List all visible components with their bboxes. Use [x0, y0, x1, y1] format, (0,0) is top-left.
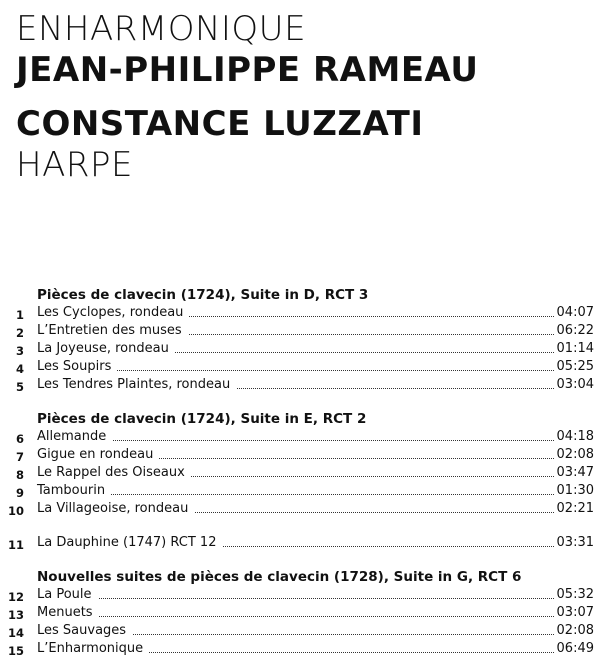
track-title: Gigue en rondeau — [37, 446, 159, 464]
track-row — [0, 482, 600, 500]
composer-name: JEAN-PHILIPPE RAMEAU — [16, 50, 479, 90]
track-number: 7 — [15, 450, 24, 464]
track-number: 13 — [7, 608, 24, 622]
track-title: La Villageoise, rondeau — [37, 500, 194, 518]
track-duration: 03:04 — [554, 376, 594, 394]
track-duration: 01:14 — [554, 340, 594, 358]
track-row — [0, 304, 600, 322]
track-title: Le Rappel des Oiseaux — [37, 464, 191, 482]
track-number: 12 — [7, 590, 24, 604]
track-number: 15 — [7, 644, 24, 658]
track-title: Les Cyclopes, rondeau — [37, 304, 189, 322]
track-row — [0, 428, 600, 446]
track-row — [0, 622, 600, 640]
tracklist — [0, 286, 600, 658]
track-title: Les Sauvages — [37, 622, 132, 640]
track-row — [0, 322, 600, 340]
track-duration: 05:25 — [554, 358, 594, 376]
track-title: La Joyeuse, rondeau — [37, 340, 175, 358]
track-number: 6 — [15, 432, 24, 446]
dot-leader — [37, 494, 554, 495]
track-duration: 05:32 — [554, 586, 594, 604]
track-number: 14 — [7, 626, 24, 640]
track-number: 1 — [15, 308, 24, 322]
dot-leader — [37, 440, 554, 441]
track-title: Allemande — [37, 428, 112, 446]
track-row — [0, 604, 600, 622]
section-title: Pièces de clavecin (1724), Suite in D, RCT 3 — [37, 287, 369, 303]
section-title: Pièces de clavecin (1724), Suite in E, RCT 2 — [37, 411, 367, 427]
track-title: La Poule — [37, 586, 98, 604]
track-duration: 04:18 — [554, 428, 594, 446]
track-number: 3 — [15, 344, 24, 358]
track-number: 9 — [15, 486, 24, 500]
track-row — [0, 446, 600, 464]
track-row — [0, 376, 600, 394]
track-duration: 02:21 — [554, 500, 594, 518]
track-duration: 06:22 — [554, 322, 594, 340]
track-title: L’Entretien des muses — [37, 322, 188, 340]
track-row — [0, 340, 600, 358]
track-title: Les Soupirs — [37, 358, 117, 376]
album-header — [16, 8, 479, 185]
track-number: 4 — [15, 362, 24, 376]
track-duration: 03:47 — [554, 464, 594, 482]
performer-name: CONSTANCE LUZZATI — [16, 104, 424, 144]
track-duration: 04:07 — [554, 304, 594, 322]
album-title: ENHARMONIQUE — [16, 9, 307, 49]
track-number: 8 — [15, 468, 24, 482]
track-duration: 01:30 — [554, 482, 594, 500]
track-row — [0, 358, 600, 376]
section-title: Nouvelles suites de pièces de clavecin (1728), Suite in G, RCT 6 — [37, 569, 522, 585]
track-title: Les Tendres Plaintes, rondeau — [37, 376, 236, 394]
track-duration: 02:08 — [554, 622, 594, 640]
track-row — [0, 534, 600, 552]
track-title: La Dauphine (1747) RCT 12 — [37, 534, 222, 552]
track-duration: 02:08 — [554, 446, 594, 464]
track-row — [0, 640, 600, 658]
dot-leader — [37, 616, 554, 617]
track-duration: 06:49 — [554, 640, 594, 658]
track-row — [0, 464, 600, 482]
track-title: Menuets — [37, 604, 99, 622]
track-row — [0, 586, 600, 604]
track-row — [0, 500, 600, 518]
track-duration: 03:31 — [554, 534, 594, 552]
track-number: 2 — [15, 326, 24, 340]
track-number: 11 — [7, 538, 24, 552]
track-number: 5 — [15, 380, 24, 394]
dot-leader — [37, 598, 554, 599]
track-duration: 03:07 — [554, 604, 594, 622]
track-title: Tambourin — [37, 482, 111, 500]
instrument: HARPE — [16, 145, 133, 185]
track-title: L’Enharmonique — [37, 640, 149, 658]
track-number: 10 — [7, 504, 24, 518]
